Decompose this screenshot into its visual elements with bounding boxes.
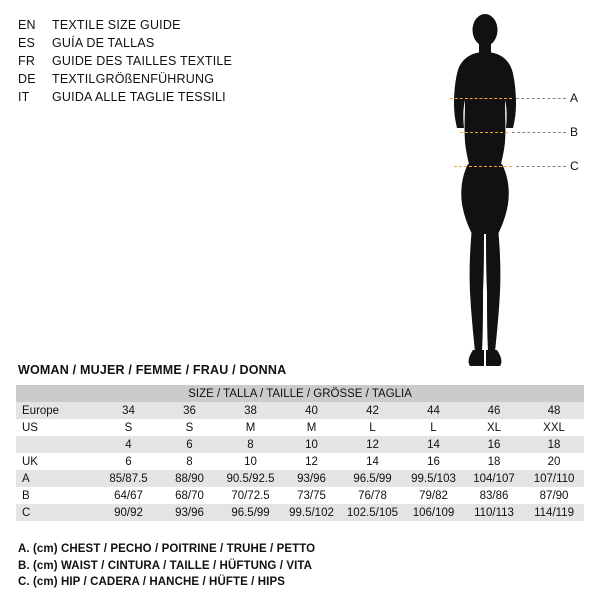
cell: 96.5/99 bbox=[220, 504, 281, 521]
cell: 10 bbox=[220, 453, 281, 470]
cell: 48 bbox=[524, 402, 584, 419]
cell: 42 bbox=[342, 402, 403, 419]
female-body-figure bbox=[420, 8, 595, 376]
cell: 18 bbox=[464, 453, 524, 470]
cell: 18 bbox=[524, 436, 584, 453]
cell: 68/70 bbox=[159, 487, 220, 504]
cell: 102.5/105 bbox=[342, 504, 403, 521]
table-row bbox=[16, 436, 584, 453]
cell: 8 bbox=[159, 453, 220, 470]
language-row bbox=[18, 16, 338, 34]
size-table bbox=[16, 385, 584, 521]
measurement-legend bbox=[18, 541, 578, 591]
legend-row-c: C. (cm) HIP / CADERA / HANCHE / HÜFTE / HIPS bbox=[18, 576, 286, 588]
cell: 12 bbox=[342, 436, 403, 453]
table-header-label: SIZE / TALLA / TAILLE / GRÖSSE / TAGLIA bbox=[16, 385, 584, 402]
cell: XL bbox=[464, 419, 524, 436]
cell: 16 bbox=[403, 453, 464, 470]
row-label: A bbox=[16, 470, 98, 487]
cell: 93/96 bbox=[159, 504, 220, 521]
cell: 107/110 bbox=[524, 470, 584, 487]
table-row bbox=[16, 453, 584, 470]
language-code: ES bbox=[18, 36, 36, 50]
measure-line-b-extension bbox=[512, 132, 566, 133]
table-header-row bbox=[16, 385, 584, 402]
language-code: FR bbox=[18, 54, 36, 68]
table-row bbox=[16, 419, 584, 436]
cell: 85/87.5 bbox=[98, 470, 159, 487]
language-code: IT bbox=[18, 90, 30, 104]
cell: 79/82 bbox=[403, 487, 464, 504]
female-silhouette-icon bbox=[420, 8, 595, 376]
cell: 90/92 bbox=[98, 504, 159, 521]
row-label: C bbox=[16, 504, 98, 521]
cell: 46 bbox=[464, 402, 524, 419]
table-row bbox=[16, 402, 584, 419]
cell: 110/113 bbox=[464, 504, 524, 521]
table-row bbox=[16, 487, 584, 504]
measure-label-b: B bbox=[570, 125, 579, 139]
row-label: Europe bbox=[16, 402, 98, 419]
cell: 88/90 bbox=[159, 470, 220, 487]
language-row bbox=[18, 70, 338, 88]
cell: M bbox=[281, 419, 342, 436]
language-title: GUIDA ALLE TAGLIE TESSILI bbox=[52, 90, 226, 104]
cell: 99.5/103 bbox=[403, 470, 464, 487]
table-row bbox=[16, 504, 584, 521]
cell: 12 bbox=[281, 453, 342, 470]
cell: 104/107 bbox=[464, 470, 524, 487]
language-row bbox=[18, 34, 338, 52]
cell: S bbox=[98, 419, 159, 436]
cell: L bbox=[342, 419, 403, 436]
cell: 76/78 bbox=[342, 487, 403, 504]
cell: L bbox=[403, 419, 464, 436]
cell: 114/119 bbox=[524, 504, 584, 521]
legend-row-b: B. (cm) WAIST / CINTURA / TAILLE / HÜFTUNG / VITA bbox=[18, 559, 313, 572]
cell: 6 bbox=[159, 436, 220, 453]
measure-line-a-extension bbox=[516, 98, 566, 99]
cell: 38 bbox=[220, 402, 281, 419]
measure-line-c bbox=[454, 166, 512, 167]
language-code: DE bbox=[18, 72, 36, 86]
cell: 70/72.5 bbox=[220, 487, 281, 504]
cell: 106/109 bbox=[403, 504, 464, 521]
legend-row-a: A. (cm) CHEST / PECHO / POITRINE / TRUHE / PETTO bbox=[18, 543, 316, 555]
cell: M bbox=[220, 419, 281, 436]
cell: 34 bbox=[98, 402, 159, 419]
cell: 10 bbox=[281, 436, 342, 453]
measure-line-b bbox=[460, 132, 508, 133]
measure-line-c-extension bbox=[516, 166, 566, 167]
cell: 93/96 bbox=[281, 470, 342, 487]
cell: 40 bbox=[281, 402, 342, 419]
measure-line-a bbox=[450, 98, 512, 99]
cell: S bbox=[159, 419, 220, 436]
cell: XXL bbox=[524, 419, 584, 436]
cell: 96.5/99 bbox=[342, 470, 403, 487]
cell: 83/86 bbox=[464, 487, 524, 504]
cell: 14 bbox=[403, 436, 464, 453]
cell: 73/75 bbox=[281, 487, 342, 504]
language-row bbox=[18, 88, 338, 106]
cell: 36 bbox=[159, 402, 220, 419]
cell: 16 bbox=[464, 436, 524, 453]
row-label: UK bbox=[16, 453, 98, 470]
language-row bbox=[18, 52, 338, 70]
cell: 20 bbox=[524, 453, 584, 470]
section-heading: WOMAN / MUJER / FEMME / FRAU / DONNA bbox=[18, 363, 287, 377]
row-label bbox=[16, 436, 98, 453]
cell: 8 bbox=[220, 436, 281, 453]
language-code: EN bbox=[18, 18, 36, 32]
measure-label-a: A bbox=[570, 91, 579, 105]
cell: 87/90 bbox=[524, 487, 584, 504]
language-title: GUÍA DE TALLAS bbox=[52, 36, 155, 50]
cell: 14 bbox=[342, 453, 403, 470]
cell: 90.5/92.5 bbox=[220, 470, 281, 487]
language-title: GUIDE DES TAILLES TEXTILE bbox=[52, 54, 233, 68]
table-row bbox=[16, 470, 584, 487]
language-title: TEXTILE SIZE GUIDE bbox=[52, 18, 181, 32]
row-label: B bbox=[16, 487, 98, 504]
row-label: US bbox=[16, 419, 98, 436]
language-titles-block bbox=[18, 16, 338, 106]
language-title: TEXTILGRÖßENFÜHRUNG bbox=[52, 72, 215, 86]
cell: 64/67 bbox=[98, 487, 159, 504]
measure-label-c: C bbox=[570, 159, 579, 173]
cell: 44 bbox=[403, 402, 464, 419]
cell: 4 bbox=[98, 436, 159, 453]
cell: 6 bbox=[98, 453, 159, 470]
cell: 99.5/102 bbox=[281, 504, 342, 521]
